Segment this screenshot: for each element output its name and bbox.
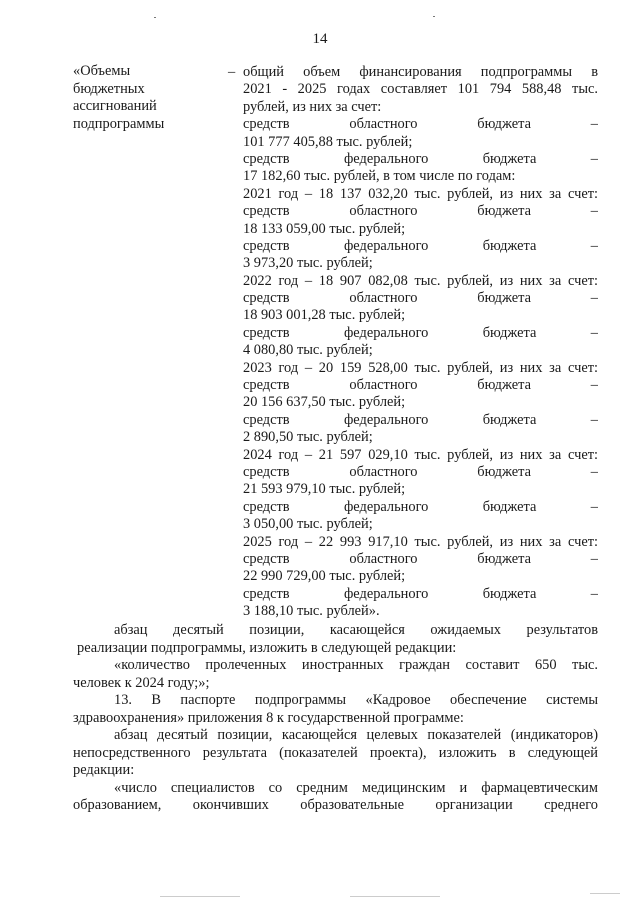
financing-line: средств областного бюджета – (243, 116, 598, 133)
financing-line: 2025 год – 22 993 917,10 тыс. рублей, из них за счет: (243, 533, 598, 550)
financing-line: 21 593 979,10 тыс. рублей; (243, 481, 406, 498)
paragraph-line: «количество пролеченных иностранных граждан составит 650 тыс. (114, 657, 598, 673)
financing-line: средств федерального бюджета – (243, 498, 598, 515)
financing-line: 3 050,00 тыс. рублей; (243, 516, 373, 533)
scan-speck (350, 896, 440, 897)
financing-line: 3 188,10 тыс. рублей». (243, 603, 380, 620)
paragraph-line: непосредственного результата (показателей проекта), изложить в следующей (73, 744, 598, 761)
financing-line: средств областного бюджета – (243, 203, 598, 220)
scan-speck (160, 896, 240, 897)
financing-line: 18 903 001,28 тыс. рублей; (243, 307, 406, 324)
financing-line: 2 890,50 тыс. рублей; (243, 429, 373, 446)
paragraph-line: здравоохранения» приложения 8 к государственной программе: (73, 709, 464, 726)
paragraph-line: «число специалистов со средним медицинским и фармацевтическим (114, 779, 598, 796)
financing-line: 101 777 405,88 тыс. рублей; (243, 133, 413, 150)
financing-line: 2024 год – 21 597 029,10 тыс. рублей, из них за счет: (243, 446, 598, 463)
paragraph-line: абзац десятый позиции, касающейся ожидаемых результатов (114, 622, 598, 638)
field-dash: – (228, 64, 236, 80)
financing-line: средств областного бюджета – (243, 290, 598, 307)
paragraph-line: абзац десятый позиции, касающейся целевых показателей (индикаторов) (114, 727, 598, 743)
financing-line: 2022 год – 18 907 082,08 тыс. рублей, из них за счет: (243, 272, 598, 289)
financing-line: 4 080,80 тыс. рублей; (243, 342, 373, 359)
financing-line: 20 156 637,50 тыс. рублей; (243, 394, 406, 411)
paragraph-line: человек к 2024 году;»; (73, 674, 210, 691)
financing-line: 18 133 059,00 тыс. рублей; (243, 220, 406, 237)
financing-line: средств федерального бюджета – (243, 150, 598, 167)
label-line: ассигнований (73, 98, 157, 115)
financing-description (243, 64, 598, 621)
label-line: «Объемы (73, 63, 131, 79)
financing-line: средств областного бюджета – (243, 550, 598, 567)
financing-line: 2023 год – 20 159 528,00 тыс. рублей, из них за счет: (243, 359, 598, 376)
paragraph-line: редакции: (73, 762, 135, 778)
financing-line: средств федерального бюджета – (243, 411, 598, 428)
financing-line: средств федерального бюджета – (243, 585, 598, 602)
scan-speck (154, 17, 156, 18)
financing-line: средств областного бюджета – (243, 463, 598, 480)
passport-field-label (73, 63, 223, 133)
scan-speck (433, 16, 435, 17)
label-line: подпрограммы (73, 115, 165, 132)
paragraph-line: реализации подпрограммы, изложить в следующей редакции: (77, 639, 457, 656)
paragraph-line: образованием, окончивших образовательные организации среднего (73, 797, 598, 813)
financing-line: 2021 - 2025 годах составляет 101 794 588,48 тыс. (243, 81, 598, 98)
financing-line: 17 182,60 тыс. рублей, в том числе по годам: (243, 168, 516, 185)
label-line: бюджетных (73, 80, 145, 97)
amendment-text (73, 622, 598, 815)
page-number: 14 (312, 31, 328, 47)
financing-line: средств федерального бюджета – (243, 324, 598, 341)
financing-line: общий объем финансирования подпрограммы в (243, 64, 598, 80)
financing-line: рублей, из них за счет: (243, 98, 382, 115)
paragraph-line: 13. В паспорте подпрограммы «Кадровое обеспечение системы (114, 692, 598, 708)
financing-line: средств областного бюджета – (243, 377, 598, 394)
financing-line: 2021 год – 18 137 032,20 тыс. рублей, из них за счет: (243, 185, 598, 202)
scan-speck (590, 893, 620, 894)
financing-line: 3 973,20 тыс. рублей; (243, 255, 373, 272)
financing-line: средств федерального бюджета – (243, 237, 598, 254)
financing-line: 22 990 729,00 тыс. рублей; (243, 568, 406, 585)
